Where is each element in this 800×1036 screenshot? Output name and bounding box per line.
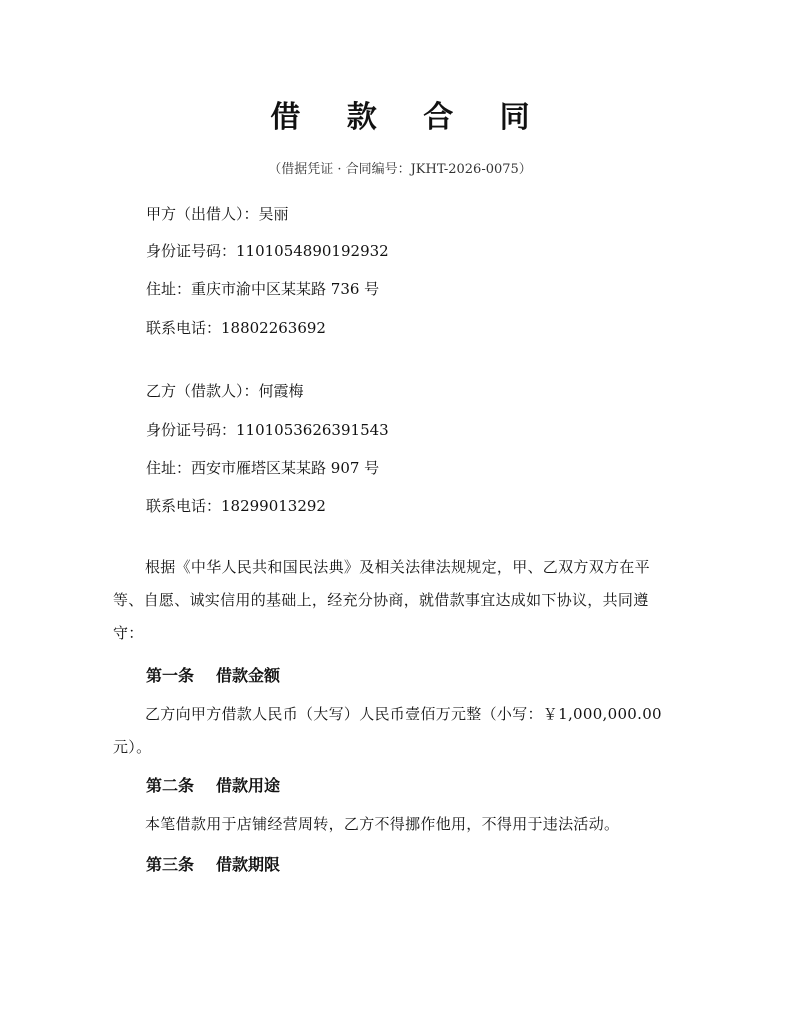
party-b-address: 住址：西安市雁塔区某某路 907 号: [146, 459, 380, 477]
preamble-paragraph: 根据《中华人民共和国民法典》及相关法律法规规定，甲、乙双方双方在平等、自愿、诚实信用的基础上，经充分协商，就借款事宜达成如下协议，共同遵守：: [113, 558, 650, 642]
document-subtitle: （借据凭证 · 合同编号：JKHT-2026-0075）: [268, 162, 532, 177]
party-a-name: 甲方（出借人）：吴丽: [146, 205, 289, 223]
party-b-id: 身份证号码：1101053626391543: [146, 421, 389, 439]
article-1-heading: [146, 663, 280, 686]
article-2-heading: [146, 773, 280, 796]
party-b-phone: 联系电话：18299013292: [146, 497, 326, 515]
party-a-phone: 联系电话：18802263692: [146, 319, 326, 337]
article-1-title: 借款金额: [216, 666, 281, 685]
party-b-name: 乙方（借款人）：何霞梅: [146, 382, 304, 400]
article-2-title: 借款用途: [216, 776, 281, 795]
document-title: 借 款 合 同: [270, 100, 548, 135]
article-3-title: 借款期限: [216, 855, 281, 874]
article-2-number: 第二条: [146, 776, 195, 795]
article-1-body: 乙方向甲方借款人民币（大写）人民币壹佰万元整（小写：￥1,000,000.00元）。: [113, 705, 662, 756]
article-3-number: 第三条: [146, 855, 195, 874]
article-3-heading: [146, 852, 280, 875]
article-1-number: 第一条: [146, 666, 195, 685]
party-a-id: 身份证号码：1101054890192932: [146, 242, 389, 260]
party-a-address: 住址：重庆市渝中区某某路 736 号: [146, 280, 380, 298]
article-2-body: 本笔借款用于店铺经营周转，乙方不得挪作他用，不得用于违法活动。: [145, 815, 620, 833]
